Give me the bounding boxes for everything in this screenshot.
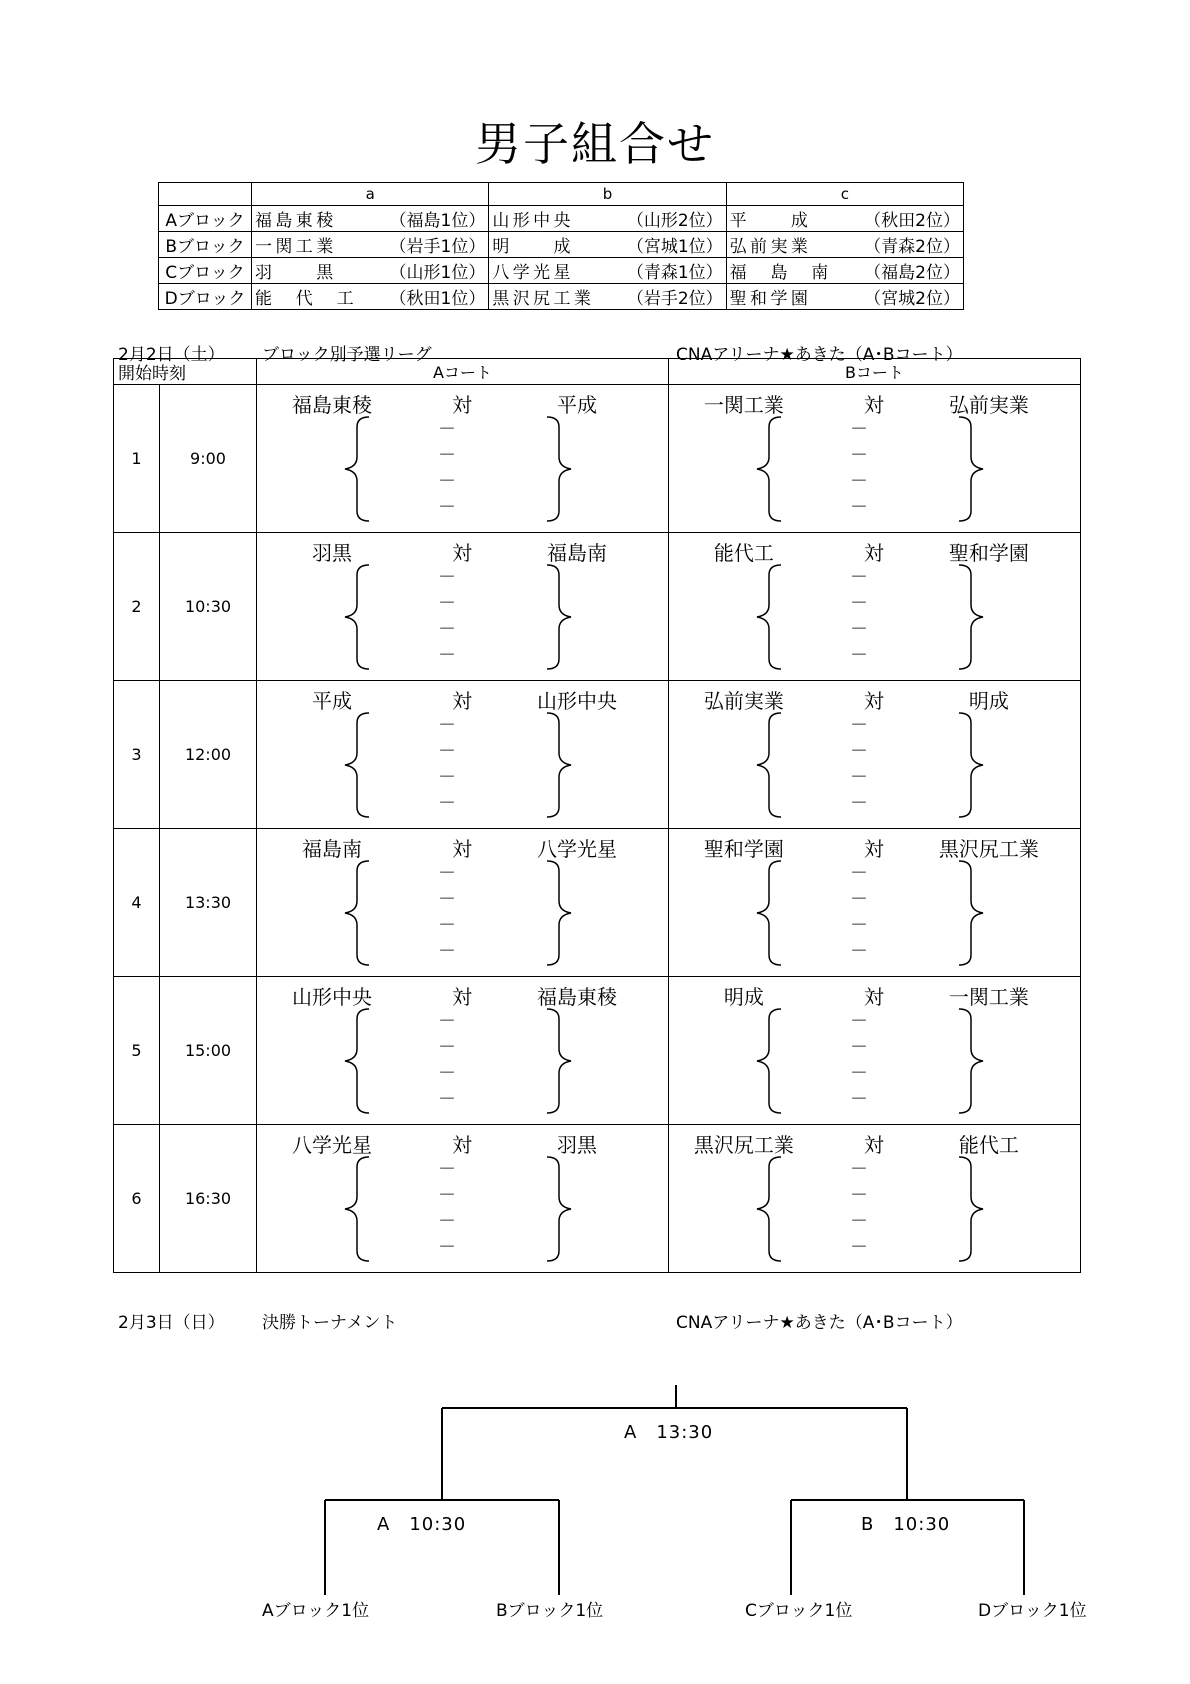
match-time: 13:30 [160, 829, 257, 977]
home-team: 福島東稜 [292, 393, 372, 417]
day1-venue: CNAアリーナ★あきた（A･Bコート） [676, 345, 963, 365]
team-qualifier: （青森2位） [864, 237, 960, 257]
score-dash: － [849, 1159, 868, 1180]
score-dash: － [849, 941, 868, 962]
vs-label: 対 [452, 541, 472, 565]
team-name: 平 成 [729, 211, 812, 231]
team-name: 羽 黒 [255, 263, 337, 283]
score-dash: － [438, 941, 456, 962]
match-time: 10:30 [160, 533, 257, 681]
score-dash: － [849, 863, 868, 884]
semi-left-label: A 10:30 [377, 1514, 467, 1535]
semi-right-label: B 10:30 [861, 1514, 951, 1535]
block-col-header: b [489, 183, 726, 206]
team-qualifier: （青森1位） [626, 263, 723, 283]
vs-label: 対 [863, 985, 884, 1009]
score-dash: － [849, 889, 868, 910]
away-team: 明成 [968, 689, 1009, 713]
seed-label: Cブロック1位 [745, 1601, 853, 1621]
match-number: 4 [114, 829, 160, 977]
home-team: 黒沢尻工業 [693, 1133, 794, 1157]
score-dash: － [849, 471, 868, 492]
team-qualifier: （秋田2位） [864, 211, 960, 231]
match-time: 9:00 [160, 385, 257, 533]
score-dash: － [438, 1037, 456, 1058]
away-team: 八学光星 [537, 837, 617, 861]
away-team: 福島南 [547, 541, 607, 565]
team-name: 能 代 工 [255, 289, 357, 309]
match-number: 2 [114, 533, 160, 681]
score-dash: － [438, 889, 456, 910]
score-dash: － [438, 645, 456, 666]
day1-event: ブロック別予選リーグ [262, 345, 432, 365]
score-dash: － [438, 915, 456, 936]
score-dash: － [438, 793, 456, 814]
match-time: 15:00 [160, 977, 257, 1125]
home-team: 羽黒 [312, 541, 352, 565]
score-dash: － [438, 741, 456, 762]
final-round-label: A 13:30 [624, 1422, 714, 1443]
team-qualifier: （山形1位） [389, 263, 486, 283]
day2-event: 決勝トーナメント [262, 1313, 398, 1333]
vs-label: 対 [863, 393, 884, 417]
score-dash: － [438, 715, 456, 736]
match-number: 5 [114, 977, 160, 1125]
court-a-header: Aコート [257, 359, 669, 385]
home-team: 福島南 [302, 837, 362, 861]
team-name: 聖和学園 [729, 289, 812, 309]
away-team: 黒沢尻工業 [938, 837, 1039, 861]
team-qualifier: （秋田1位） [389, 289, 486, 309]
score-dash: － [438, 1063, 456, 1084]
vs-label: 対 [452, 837, 472, 861]
score-dash: － [438, 593, 456, 614]
vs-label: 対 [863, 541, 884, 565]
vs-label: 対 [863, 689, 884, 713]
vs-label: 対 [452, 393, 472, 417]
home-team: 能代工 [713, 541, 774, 565]
home-team: 山形中央 [292, 985, 372, 1009]
team-qualifier: （宮城1位） [626, 237, 723, 257]
vs-label: 対 [452, 1133, 472, 1157]
block-col-header: a [252, 183, 489, 206]
score-dash: － [438, 1089, 456, 1110]
home-team: 弘前実業 [703, 689, 784, 713]
away-team: 平成 [557, 393, 597, 417]
score-dash: － [438, 445, 456, 466]
vs-label: 対 [863, 1133, 884, 1157]
block-label: Bブロック [159, 232, 252, 258]
seed-label: Aブロック1位 [262, 1601, 370, 1621]
match-time: 12:00 [160, 681, 257, 829]
away-team: 聖和学園 [948, 541, 1029, 565]
score-dash: － [438, 1211, 456, 1232]
team-name: 黒沢尻工業 [492, 289, 595, 309]
score-dash: － [849, 741, 868, 762]
block-label: Aブロック [159, 206, 252, 232]
score-dash: － [438, 767, 456, 788]
score-dash: － [438, 1159, 456, 1180]
team-qualifier: （福島2位） [864, 263, 960, 283]
team-qualifier: （福島1位） [389, 211, 486, 231]
team-qualifier: （宮城2位） [864, 289, 960, 309]
score-dash: － [849, 1089, 868, 1110]
score-dash: － [849, 1185, 868, 1206]
score-dash: － [849, 593, 868, 614]
score-dash: － [438, 497, 456, 518]
score-dash: － [438, 1185, 456, 1206]
score-dash: － [849, 915, 868, 936]
block-label: Cブロック [159, 258, 252, 284]
day2-venue: CNAアリーナ★あきた（A･Bコート） [676, 1313, 963, 1333]
away-team: 福島東稜 [537, 985, 617, 1009]
score-dash: － [849, 419, 868, 440]
home-team: 一関工業 [703, 393, 784, 417]
match-number: 6 [114, 1125, 160, 1273]
team-name: 福島東稜 [255, 211, 337, 231]
score-dash: － [849, 715, 868, 736]
score-dash: － [849, 793, 868, 814]
block-col-header: c [726, 183, 963, 206]
home-team: 平成 [312, 689, 352, 713]
match-number: 3 [114, 681, 160, 829]
page-title: 男子組合せ [475, 117, 715, 171]
day2-date: 2月3日（日） [118, 1313, 225, 1333]
seed-label: Bブロック1位 [496, 1601, 604, 1621]
score-dash: － [438, 1011, 456, 1032]
home-team: 八学光星 [292, 1133, 372, 1157]
score-dash: － [438, 619, 456, 640]
score-dash: － [849, 497, 868, 518]
block-label: Dブロック [159, 284, 252, 310]
court-b-header: Bコート [668, 359, 1080, 385]
vs-label: 対 [863, 837, 884, 861]
score-dash: － [849, 767, 868, 788]
team-name: 弘前実業 [729, 237, 812, 257]
team-qualifier: （岩手1位） [389, 237, 486, 257]
team-name: 山形中央 [492, 211, 574, 231]
away-team: 羽黒 [557, 1133, 597, 1157]
score-dash: － [849, 1011, 868, 1032]
team-name: 八学光星 [492, 263, 574, 283]
score-dash: － [438, 471, 456, 492]
team-name: 一関工業 [255, 237, 337, 257]
score-dash: － [438, 1237, 456, 1258]
home-team: 聖和学園 [703, 837, 784, 861]
team-name: 明 成 [492, 237, 574, 257]
team-qualifier: （岩手2位） [626, 289, 723, 309]
match-time: 16:30 [160, 1125, 257, 1273]
score-dash: － [849, 619, 868, 640]
away-team: 一関工業 [948, 985, 1029, 1009]
score-dash: － [849, 1037, 868, 1058]
team-qualifier: （山形2位） [626, 211, 723, 231]
score-dash: － [849, 1211, 868, 1232]
away-team: 能代工 [958, 1133, 1019, 1157]
away-team: 山形中央 [537, 689, 617, 713]
team-name: 福 島 南 [729, 263, 832, 283]
away-team: 弘前実業 [948, 393, 1029, 417]
score-dash: － [849, 445, 868, 466]
match-number: 1 [114, 385, 160, 533]
score-dash: － [849, 1063, 868, 1084]
score-dash: － [849, 1237, 868, 1258]
score-dash: － [438, 863, 456, 884]
day1-date: 2月2日（土） [118, 345, 225, 365]
home-team: 明成 [723, 985, 764, 1009]
start-time-header: 開始時刻 [114, 359, 257, 385]
seed-label: Dブロック1位 [978, 1601, 1087, 1621]
score-dash: － [849, 567, 868, 588]
vs-label: 対 [452, 689, 472, 713]
score-dash: － [438, 567, 456, 588]
score-dash: － [849, 645, 868, 666]
vs-label: 対 [452, 985, 472, 1009]
score-dash: － [438, 419, 456, 440]
